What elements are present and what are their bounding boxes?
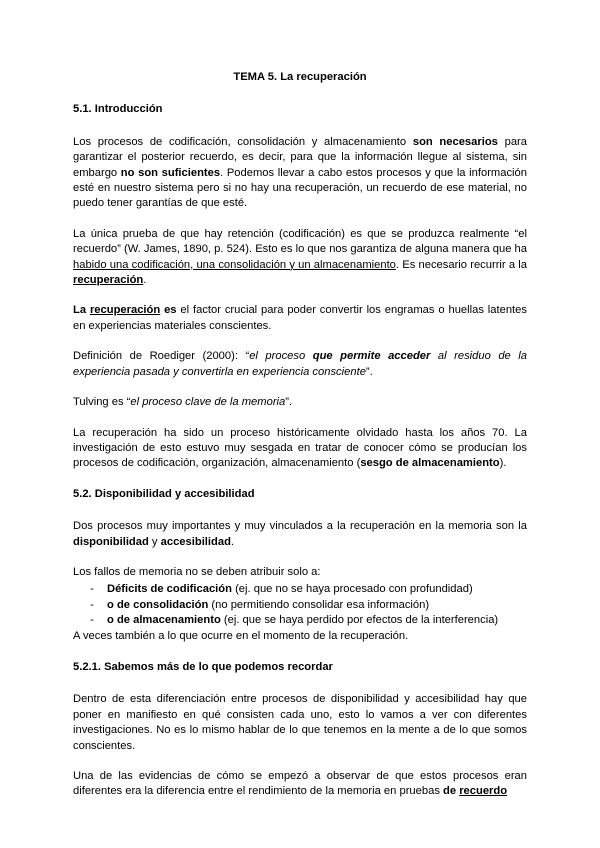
- dash-bullet: -: [90, 598, 94, 611]
- italic-text: el proceso: [249, 350, 313, 363]
- paragraph: [73, 135, 527, 212]
- bold-text: es: [160, 304, 177, 317]
- paragraph: Dentro de esta diferenciación entre procesos de disponibilidad y accesibilidad hay que poner en manifiesto en qué consisten cada uno, esto lo vamos a ver con diferentes investigaciones. No es lo mismo hablar de lo que tenemos en la mente a de lo que somos conscientes.: [73, 693, 527, 752]
- paragraph: Los fallos de memoria no se deben atribuir solo a:: [73, 565, 321, 578]
- list-item: [90, 598, 527, 613]
- section-heading-disponibilidad: 5.2. Disponibilidad y accesibilidad: [73, 487, 255, 500]
- text-run: y: [148, 535, 161, 548]
- bold-text: disponibilidad: [73, 535, 149, 548]
- list-item: [90, 582, 527, 597]
- bold-text: de: [443, 785, 460, 798]
- text-run: La única prueba de que hay retención (codificación) es que se produzca realmente “el recuerdo” (W. James, 1890, p. 524). Esto es lo que nos garantiza de alguna manera que ha: [73, 227, 527, 256]
- paragraph: [73, 395, 527, 410]
- text-run: (no permitiendo consolidar esa información): [208, 598, 430, 611]
- paragraph: [73, 349, 527, 380]
- document-title: TEMA 5. La recuperación: [233, 71, 367, 83]
- text-run: . Podemos llevar a cabo estos procesos y que la información esté en nuestro sistema pero si no hay una recuperación, un recuerdo de ese material, no puedo tener garantías de que esté.: [73, 166, 527, 210]
- bold-text: accesibilidad: [160, 535, 231, 548]
- bold-text: o de almacenamiento: [107, 614, 221, 627]
- paragraph: A veces también a lo que ocurre en el momento de la recuperación.: [73, 629, 409, 642]
- italic-text: el proceso clave de la memoria: [130, 396, 286, 409]
- text-run: .: [143, 274, 147, 287]
- paragraph: [73, 769, 527, 800]
- section-heading-sabemos-mas: 5.2.1. Sabemos más de lo que podemos recordar: [73, 660, 333, 673]
- bold-text: son necesarios: [412, 135, 498, 148]
- text-run: Los procesos de codificación, consolidación y almacenamiento: [73, 135, 413, 148]
- text-run: La recuperación ha sido un proceso históricamente olvidado hasta los años 70. La investigación de esto estuvo muy sesgada en tratar de conocer cómo se producían los procesos de codificación, organización, almacenamiento (: [73, 426, 527, 470]
- section-heading-introduccion: 5.1. Introducción: [73, 103, 163, 116]
- bold-text: o de consolidación: [107, 598, 209, 611]
- bold-underlined-text: recuperación: [89, 304, 161, 317]
- dash-bullet: -: [90, 583, 94, 596]
- text-run: . Es necesario recurrir a la: [395, 258, 527, 271]
- text-run: ”.: [285, 396, 293, 409]
- text-run: (ej. que se haya perdido por efectos de la interferencia): [220, 614, 499, 627]
- text-run: para garantizar el posterior recuerdo, es decir, para que la información llegue al sistema, sin embargo: [73, 135, 528, 179]
- text-run: el factor crucial para poder convertir los engramas o huellas latentes en experiencias materiales conscientes.: [73, 304, 527, 332]
- text-run: ”.: [365, 365, 373, 378]
- dash-bullet: -: [90, 614, 94, 627]
- text-run: Definición de Roediger (2000): “: [73, 350, 250, 363]
- text-run: ).: [499, 457, 507, 470]
- bold-text: La: [73, 304, 90, 317]
- underlined-text: habido una codificación, una consolidación y un almacenamiento: [73, 258, 396, 271]
- bold-text: no son suficientes: [120, 166, 221, 179]
- bold-underlined-text: recuperación: [73, 274, 144, 287]
- paragraph: [73, 519, 527, 550]
- text-run: .: [230, 535, 235, 548]
- paragraph: [73, 426, 527, 472]
- bold-text: Déficits de codificación: [107, 583, 232, 596]
- text-run: Tulving es “: [73, 396, 131, 409]
- italic-text: al residuo de la experiencia pasada y convertirla en experiencia consciente: [73, 350, 527, 378]
- bold-text: sesgo de almacenamiento: [360, 457, 500, 470]
- text-run: (ej. que no se haya procesado con profundidad): [231, 583, 473, 596]
- dash-list: [73, 582, 527, 628]
- bold-underlined-text: recuerdo: [459, 785, 508, 798]
- paragraph: [73, 303, 527, 334]
- text-run: Dos procesos muy importantes y muy vinculados a la recuperación en la memoria son la: [73, 520, 527, 533]
- bold-italic-text: que permite acceder: [312, 350, 431, 363]
- paragraph: [73, 227, 527, 289]
- list-item: [90, 613, 527, 628]
- text-run: Una de las evidencias de cómo se empezó a observar de que estos procesos eran diferentes era la diferencia entre el rendimiento de la memoria en pruebas: [73, 770, 527, 798]
